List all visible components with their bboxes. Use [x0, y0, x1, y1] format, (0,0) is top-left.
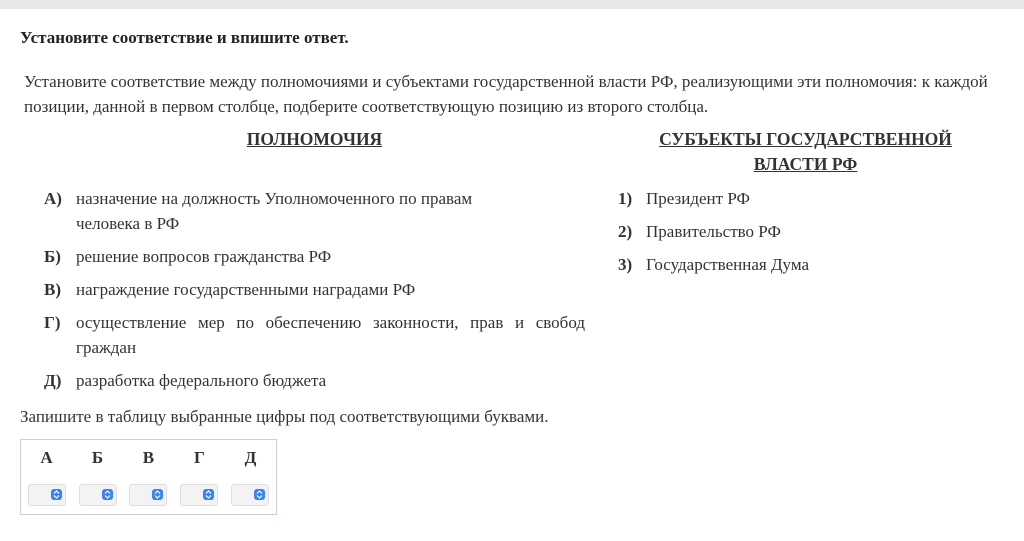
power-key: Б)	[44, 247, 61, 266]
updown-chevron-icon	[254, 489, 265, 500]
power-item	[44, 277, 585, 302]
power-item	[44, 244, 585, 269]
powers-column-title-text: ПОЛНОМОЧИЯ	[246, 129, 383, 149]
power-text: назначение на должность Уполномоченного по правам человека в РФ	[76, 189, 473, 233]
subject-text: Правительство РФ	[646, 222, 781, 241]
power-key: А)	[44, 189, 62, 208]
power-key: В)	[44, 280, 61, 299]
answer-table-header-row	[21, 440, 277, 477]
subject-key: 2)	[618, 222, 633, 241]
subject-item	[618, 219, 998, 244]
answer-select-a[interactable]	[28, 484, 66, 506]
top-bar	[0, 0, 1024, 9]
answer-cell	[225, 476, 277, 515]
answer-letter: А	[40, 448, 53, 467]
answer-select-d[interactable]	[231, 484, 269, 506]
powers-column-title	[44, 127, 585, 152]
updown-chevron-icon	[102, 489, 113, 500]
power-key: Д)	[44, 371, 62, 390]
subject-key: 1)	[618, 189, 633, 208]
answer-cell	[123, 476, 174, 515]
power-item	[44, 310, 585, 360]
answer-cell	[174, 476, 225, 515]
answer-letter: Д	[244, 448, 257, 467]
answer-select-g[interactable]	[180, 484, 218, 506]
subject-text: Президент РФ	[646, 189, 750, 208]
subjects-column-title	[618, 127, 993, 177]
power-text: награждение государственными наградами РФ	[76, 280, 416, 299]
subjects-column-title-line2: ВЛАСТИ РФ	[753, 154, 858, 174]
answer-instruction: Запишите в таблицу выбранные цифры под соответствующими буквами.	[20, 407, 549, 426]
subject-item	[618, 252, 998, 277]
answer-letter: Б	[91, 448, 104, 467]
subject-key: 3)	[618, 255, 633, 274]
answer-table-select-row	[21, 476, 277, 515]
answer-select-b[interactable]	[79, 484, 117, 506]
power-key: Г)	[44, 313, 61, 332]
answer-letter: В	[142, 448, 155, 467]
answer-select-v[interactable]	[129, 484, 167, 506]
power-item	[44, 186, 585, 236]
subject-text: Государственная Дума	[646, 255, 810, 274]
updown-chevron-icon	[51, 489, 62, 500]
answer-letter: Г	[193, 448, 205, 467]
power-text: разработка федерального бюджета	[76, 371, 327, 390]
answer-table	[20, 439, 277, 515]
power-text: решение вопросов гражданства РФ	[76, 247, 332, 266]
subject-item	[618, 186, 998, 211]
answer-cell	[21, 476, 73, 515]
subjects-column-title-line1: СУБЪЕКТЫ ГОСУДАРСТВЕННОЙ	[659, 129, 952, 149]
task-intro: Установите соответствие между полномочиями и субъектами государственной власти РФ, реализующими эти полномочия: к каждой позиции, данной в первом столбце, подберите соответствующую позицию из второго столбца.	[24, 72, 988, 116]
power-item	[44, 368, 585, 393]
power-text: осуществление мер по обеспечению законности, прав и свобод граждан	[76, 313, 585, 357]
updown-chevron-icon	[152, 489, 163, 500]
task-heading: Установите соответствие и впишите ответ.	[20, 28, 349, 47]
answer-cell	[72, 476, 123, 515]
updown-chevron-icon	[203, 489, 214, 500]
